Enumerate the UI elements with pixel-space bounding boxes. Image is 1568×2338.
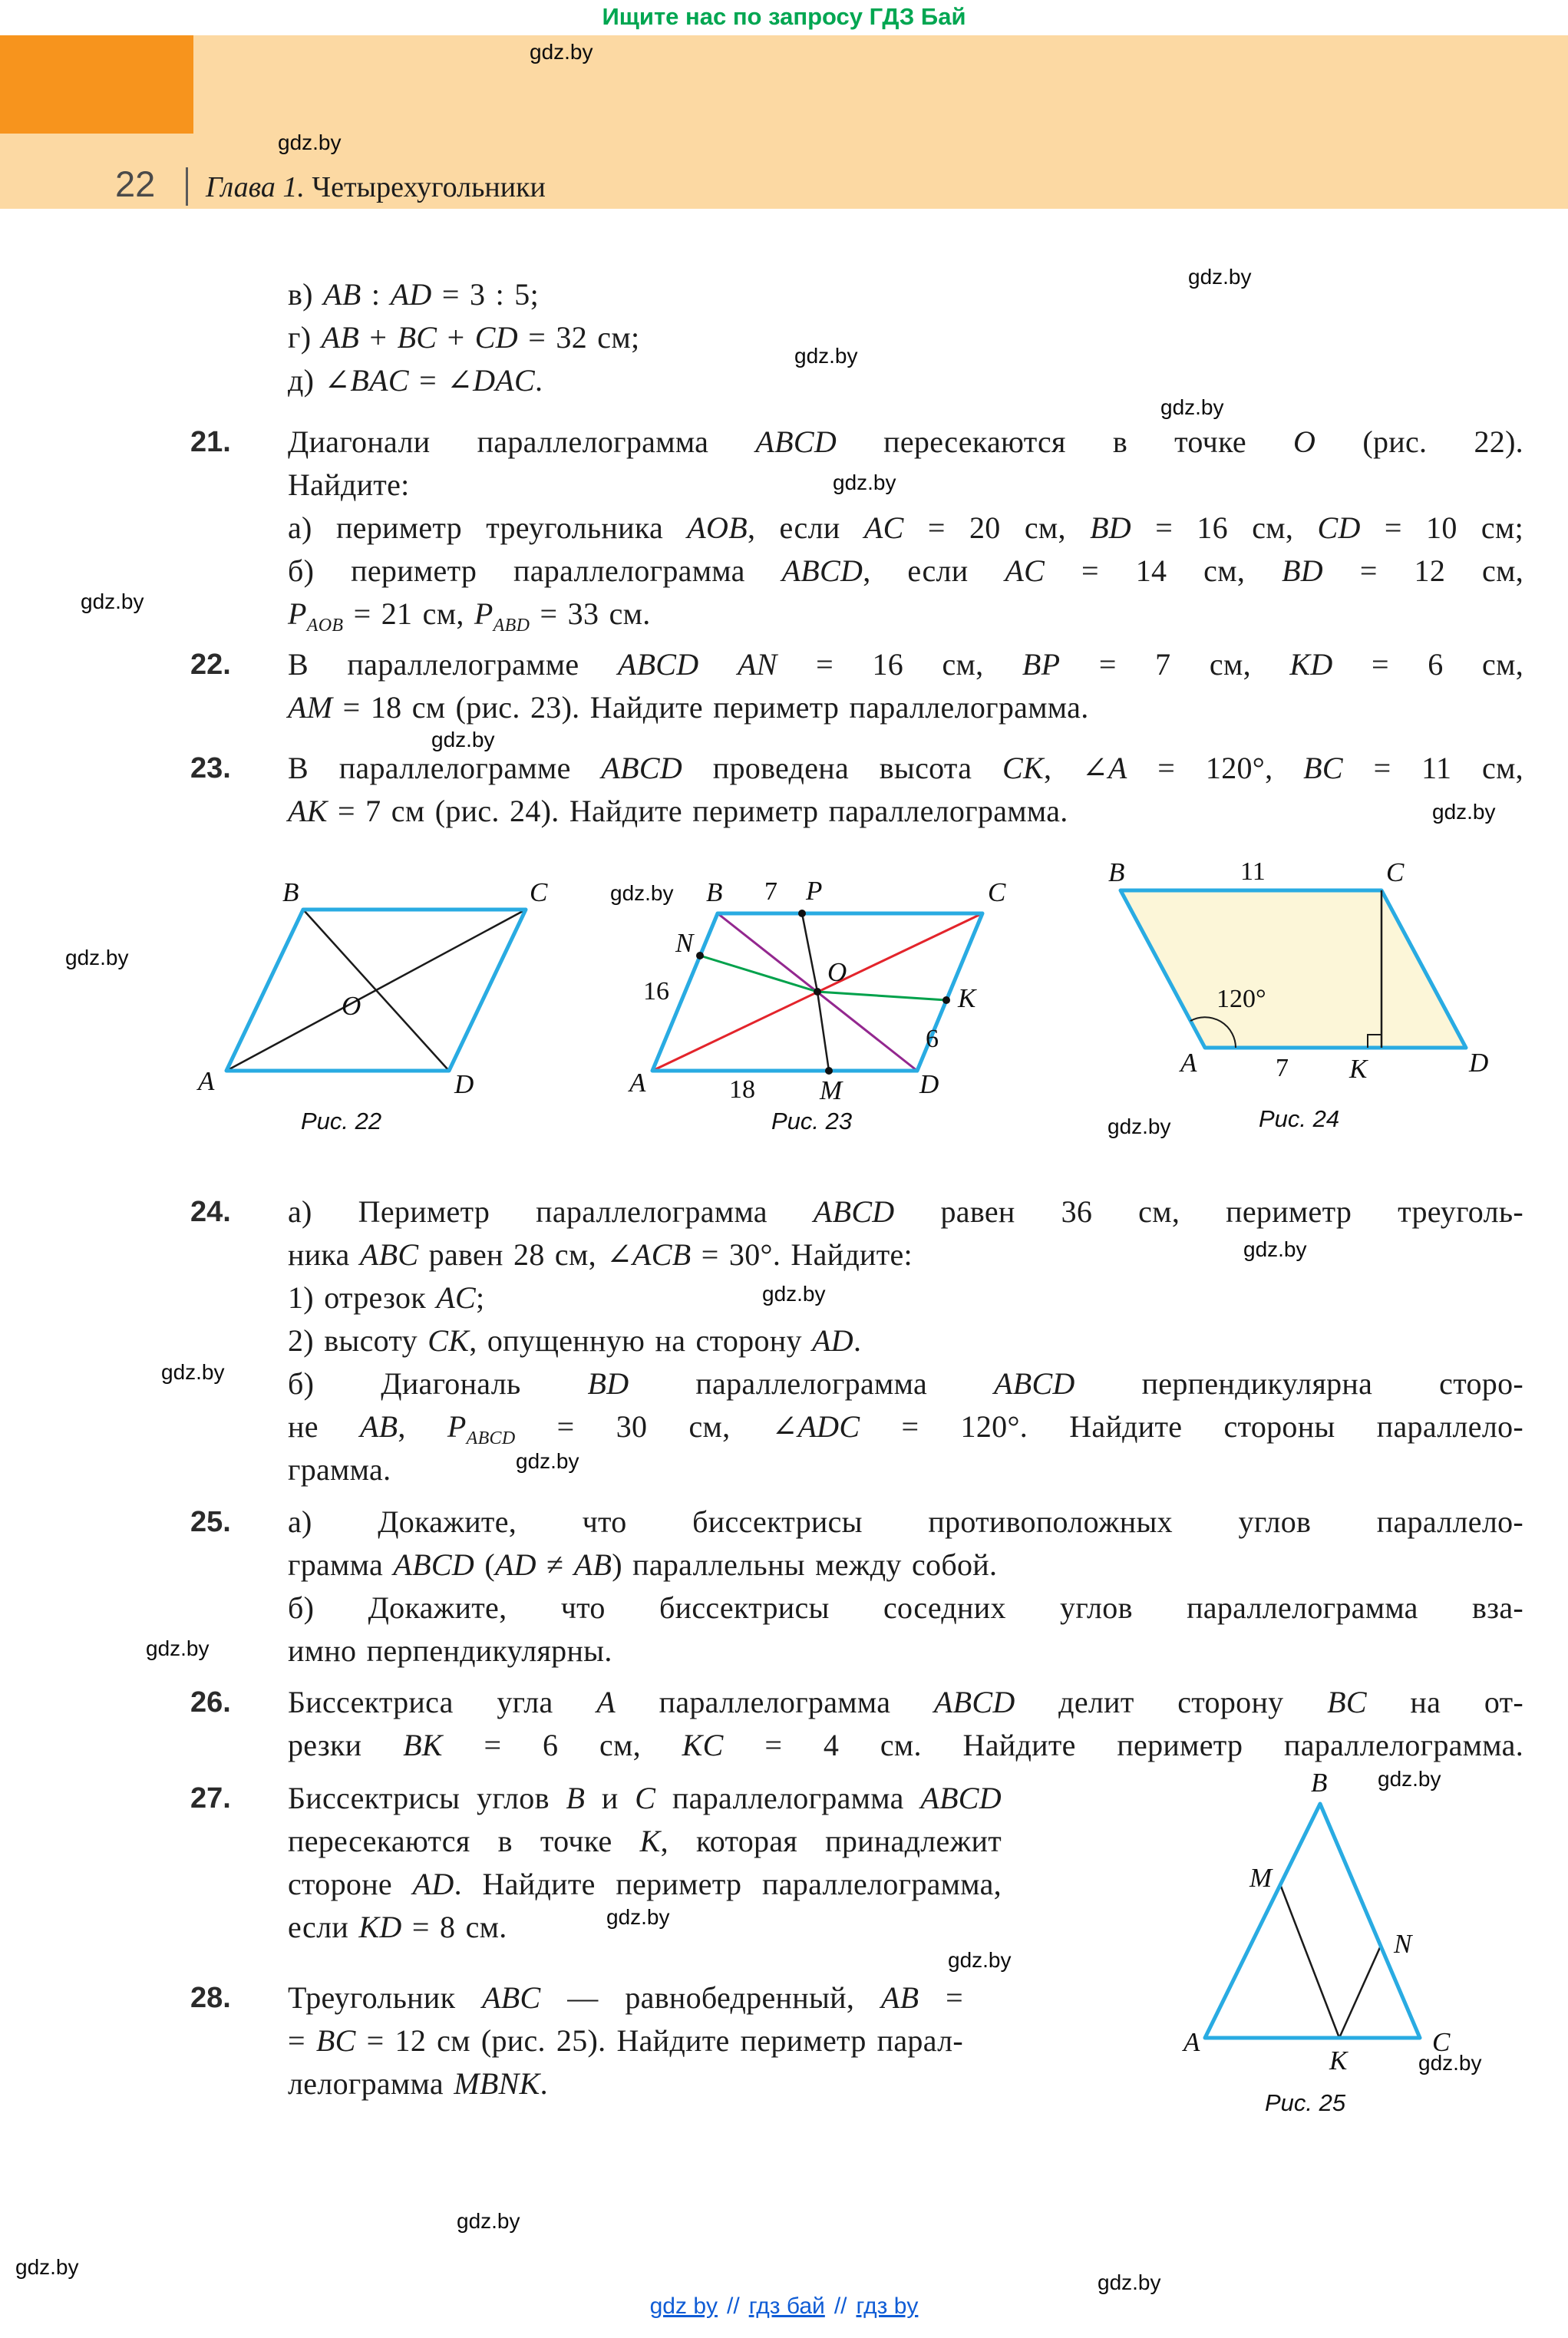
fig25-segment-mk	[1280, 1884, 1339, 2038]
fig23-point-label-m: M	[820, 1075, 843, 1105]
chapter-label: Глава 1.	[206, 171, 305, 203]
fig24-angle-label: 120°	[1216, 985, 1266, 1013]
fig24-measure-bottom: 7	[1276, 1054, 1289, 1082]
watermark: gdz.by	[146, 1636, 210, 1660]
problem-line: б) Диагональ BD параллелограмма ABCD перпендикулярна сторо-	[288, 1366, 1523, 1401]
footer-links	[0, 2293, 1568, 2320]
footer-separator: //	[727, 2293, 740, 2319]
fig23-segment-nk	[700, 956, 946, 1000]
problem-23	[288, 747, 1523, 833]
problem-line: если KD = 8 см.	[288, 1910, 507, 1944]
fig23-point-m	[825, 1067, 833, 1075]
problem-line: AK = 7 см (рис. 24). Найдите периметр параллелограмма.	[288, 794, 1068, 828]
figure-22	[184, 877, 553, 1113]
problem-line: грамма ABCD (AD ≠ AB) параллельны между собой.	[288, 1547, 998, 1582]
fig25-point-label-n: N	[1394, 1929, 1412, 1959]
footer-link-3[interactable]: гдз by	[856, 2293, 919, 2319]
fig23-vertex-label-d: D	[919, 1069, 939, 1099]
fig23-measure-bottom: 18	[729, 1075, 755, 1104]
fig24-vertex-label-c: C	[1386, 857, 1405, 887]
problem-line: Диагонали параллелограмма ABCD пересекаются в точке O (рис. 22).	[288, 424, 1523, 459]
watermark: gdz.by	[833, 471, 896, 494]
fig25-vertex-label-a: A	[1183, 2027, 1200, 2057]
problem-line: = BC = 12 см (рис. 25). Найдите периметр парал-	[288, 2023, 963, 2058]
watermark: gdz.by	[431, 728, 495, 751]
fig24-vertex-label-d: D	[1469, 1048, 1489, 1078]
footer-link-1[interactable]: gdz by	[649, 2293, 718, 2319]
problem-line: а) Докажите, что биссектрисы противоположных углов параллело-	[288, 1504, 1523, 1539]
watermark: gdz.by	[1098, 2270, 1161, 2294]
problem-line: пересекаются в точке K, которая принадлежит	[288, 1824, 1002, 1858]
fig24-point-label-k: K	[1349, 1054, 1368, 1084]
fig25-triangle-outline	[1205, 1804, 1420, 2038]
figure-22-caption: Рис. 22	[301, 1108, 382, 1134]
fig22-vertex-label-c: C	[530, 877, 548, 907]
problem-line: лелограмма MBNK.	[288, 2066, 548, 2101]
fig23-measure-right: 6	[926, 1025, 939, 1053]
problem-number-22: 22.	[190, 649, 231, 681]
problem-line: а) Периметр параллелограмма ABCD равен 36 см, периметр треуголь-	[288, 1194, 1524, 1229]
fig25-vertex-label-c: C	[1432, 2027, 1451, 2057]
watermark: gdz.by	[457, 2209, 520, 2233]
promo-note: Ищите нас по запросу ГДЗ Бай	[602, 3, 966, 30]
problem-number-25: 25.	[190, 1506, 231, 1538]
watermark: gdz.by	[530, 40, 593, 64]
watermark: gdz.by	[1418, 2051, 1482, 2075]
problem-line: ника ABC равен 28 см, ∠ACB = 30°. Найдите:	[288, 1237, 913, 1272]
problem-line: грамма.	[288, 1452, 391, 1487]
problem-line: г) AB + BC + CD = 32 см;	[288, 320, 640, 355]
fig25-segment-kn	[1339, 1946, 1381, 2038]
fig23-vertex-label-a: A	[629, 1068, 646, 1098]
chapter-heading	[206, 170, 546, 204]
figure-24-caption: Рис. 24	[1259, 1105, 1340, 1132]
fig23-point-label-n: N	[675, 928, 694, 958]
header-band	[0, 35, 1568, 209]
watermark: gdz.by	[1378, 1767, 1441, 1791]
problem-26	[288, 1681, 1523, 1767]
fig22-vertex-label-a: A	[198, 1066, 215, 1096]
problem-number-28: 28.	[190, 1982, 231, 2014]
problem-28	[288, 1976, 963, 2105]
watermark: gdz.by	[81, 589, 144, 613]
watermark: gdz.by	[610, 881, 674, 905]
watermark: gdz.by	[1243, 1237, 1307, 1261]
fig22-vertex-label-b: B	[282, 877, 299, 907]
problem-line: Биссектриса угла A параллелограмма ABCD делит сторону BC на от-	[288, 1685, 1523, 1719]
problem-line: стороне AD. Найдите периметр параллелограмма,	[288, 1867, 1002, 1901]
fig23-point-label-p: P	[806, 876, 823, 906]
problem-line: Треугольник ABC — равнобедренный, AB =	[288, 1980, 963, 2015]
problem-line: имно перпендикулярны.	[288, 1633, 612, 1668]
footer-separator: //	[834, 2293, 847, 2319]
problem-line: б) периметр параллелограмма ABCD, если AC = 14 см, BD = 12 см,	[288, 553, 1523, 588]
problem-line: В параллелограмме ABCD проведена высота CK, ∠A = 120°, BC = 11 см,	[288, 751, 1523, 785]
fig23-point-label-o: O	[827, 957, 847, 987]
watermark: gdz.by	[794, 344, 858, 368]
watermark: gdz.by	[516, 1449, 579, 1473]
figure-23	[614, 876, 1013, 1113]
fig24-measure-top: 11	[1240, 857, 1266, 886]
footer-link-2[interactable]: гдз бай	[748, 2293, 825, 2319]
page-number: 22	[115, 163, 156, 204]
figure-24	[1090, 857, 1520, 1090]
fig23-measure-top: 7	[764, 877, 777, 906]
problem-27	[288, 1777, 1002, 1949]
fig24-vertex-label-b: B	[1108, 857, 1125, 887]
problem-25	[288, 1501, 1523, 1673]
figure-25-caption: Рис. 25	[1265, 2089, 1346, 2116]
fig23-point-o	[814, 988, 821, 996]
problem-24	[288, 1190, 1523, 1491]
watermark: gdz.by	[65, 946, 129, 969]
fig23-point-k	[942, 996, 950, 1004]
problem-21	[288, 421, 1523, 636]
fig25-point-label-m: M	[1249, 1863, 1273, 1893]
problem-line: В параллелограмме ABCD AN = 16 см, BP = 7 см, KD = 6 см,	[288, 647, 1524, 682]
fig22-diagonal-bd	[303, 910, 449, 1071]
problem-line: д) ∠BAC = ∠DAC.	[288, 363, 543, 398]
problem-line: б) Докажите, что биссектрисы соседних углов параллелограмма вза-	[288, 1590, 1523, 1625]
header-divider	[186, 167, 188, 206]
fig25-point-label-k: K	[1329, 2046, 1348, 2075]
fig22-vertex-label-d: D	[454, 1069, 474, 1099]
fig23-point-label-k: K	[958, 983, 976, 1013]
watermark: gdz.by	[1188, 265, 1252, 289]
problem-line: $P_{AOB} = 21$ см, $P_{ABD} = 33$ см.	[288, 596, 651, 636]
watermark: gdz.by	[948, 1948, 1012, 1972]
header-accent-square	[0, 35, 193, 134]
intro-items	[288, 273, 1523, 402]
figure-25	[1174, 1765, 1481, 2075]
fig23-point-p	[798, 910, 806, 917]
problem-22	[288, 643, 1523, 729]
watermark: gdz.by	[606, 1905, 670, 1929]
problem-number-23: 23.	[190, 752, 231, 784]
problem-line: не AB, $P_{ABCD} = 30$ см, ∠ADC = 120°. Найдите стороны параллело-	[288, 1409, 1524, 1448]
watermark: gdz.by	[762, 1282, 826, 1306]
fig23-vertex-label-c: C	[988, 877, 1006, 907]
fig22-point-label-o: O	[342, 991, 361, 1021]
chapter-title: Четырехугольники	[312, 171, 546, 203]
watermark: gdz.by	[161, 1360, 225, 1384]
watermark: gdz.by	[278, 130, 342, 154]
problem-number-26: 26.	[190, 1686, 231, 1719]
problem-number-24: 24.	[190, 1196, 231, 1228]
problem-line: 2) высоту CK, опущенную на сторону AD.	[288, 1323, 862, 1358]
watermark: gdz.by	[15, 2255, 79, 2279]
fig24-parallelogram	[1121, 890, 1466, 1048]
fig23-point-n	[696, 952, 704, 959]
problem-line: а) периметр треугольника AOB, если AC = 20 см, BD = 16 см, CD = 10 см;	[288, 510, 1523, 545]
problem-line: резки BK = 6 см, KC = 4 см. Найдите периметр параллелограмма.	[288, 1728, 1523, 1762]
fig25-vertex-label-b: B	[1311, 1768, 1328, 1798]
problem-line: Найдите:	[288, 467, 410, 502]
problem-line: Биссектрисы углов B и C параллелограмма ABCD	[288, 1781, 1002, 1815]
problem-line: в) AB : AD = 3 : 5;	[288, 277, 540, 312]
fig23-measure-left: 16	[643, 977, 669, 1006]
fig23-vertex-label-b: B	[706, 877, 723, 907]
problem-number-21: 21.	[190, 426, 231, 458]
watermark: gdz.by	[1108, 1115, 1171, 1138]
watermark: gdz.by	[1160, 395, 1224, 419]
figure-23-caption: Рис. 23	[771, 1108, 853, 1134]
watermark: gdz.by	[1432, 800, 1496, 824]
problem-line: 1) отрезок AC;	[288, 1280, 485, 1315]
problem-line: AM = 18 см (рис. 23). Найдите периметр параллелограмма.	[288, 690, 1089, 725]
fig24-vertex-label-a: A	[1180, 1048, 1197, 1078]
problem-number-27: 27.	[190, 1782, 231, 1815]
